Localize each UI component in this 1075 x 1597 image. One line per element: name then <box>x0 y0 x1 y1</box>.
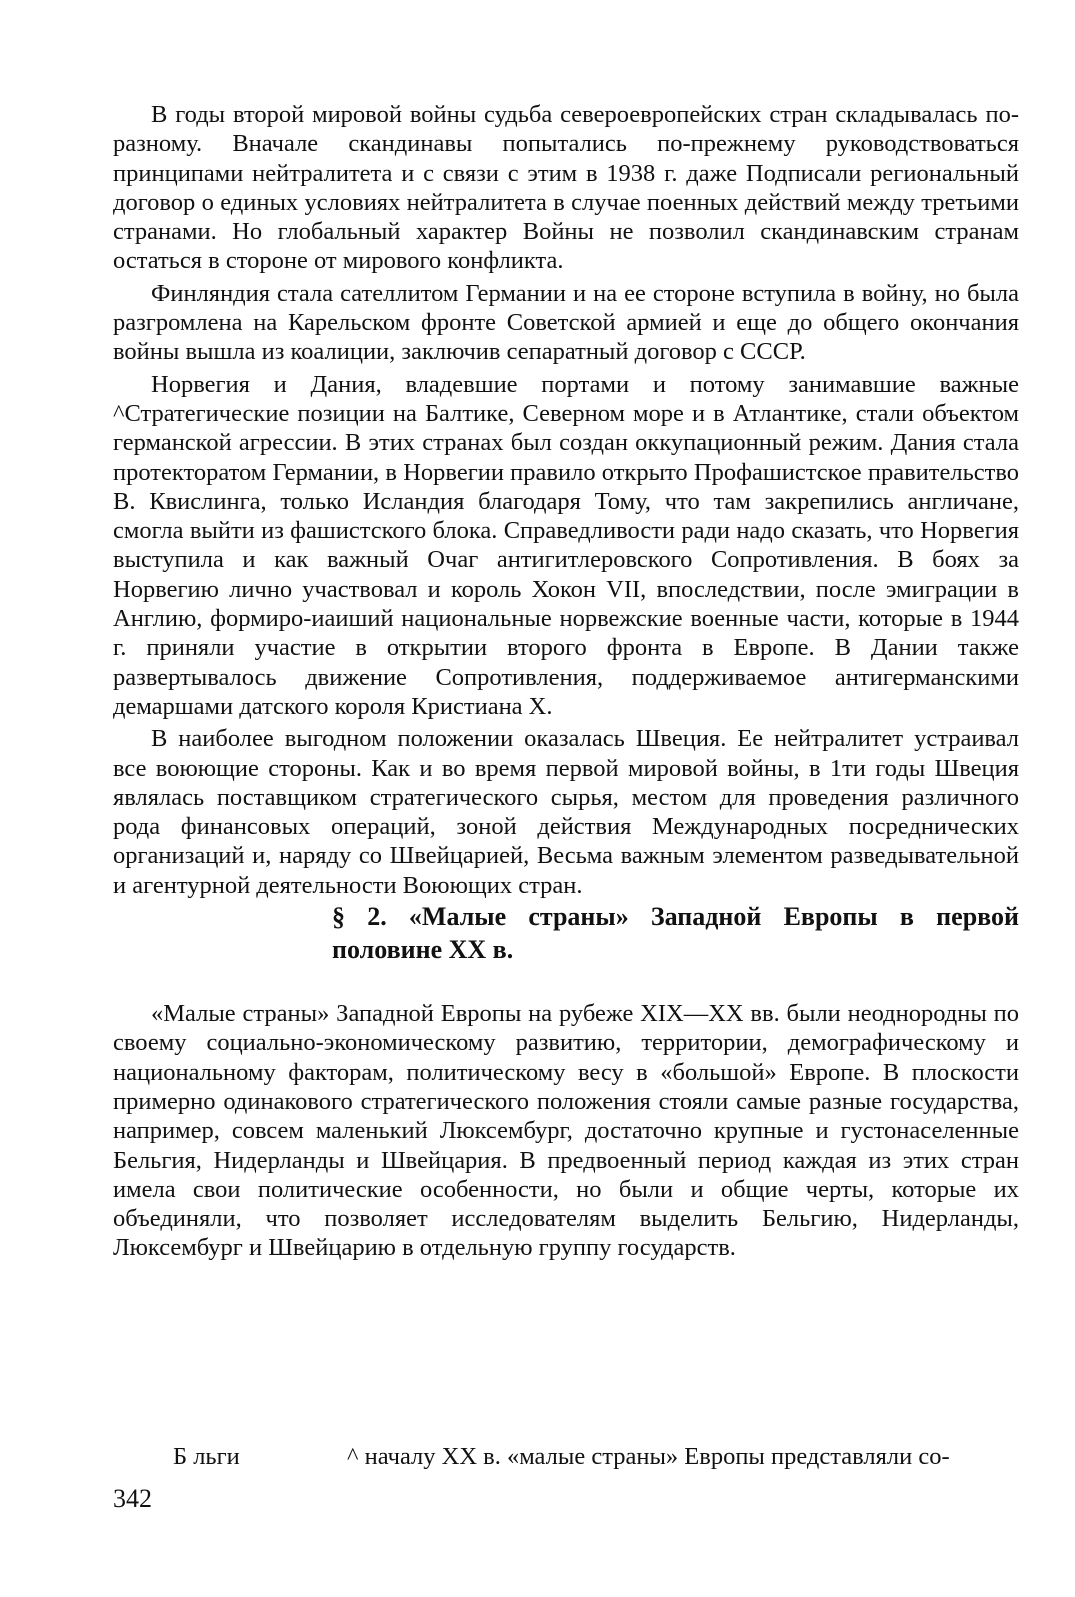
last-line-right: ^ началу XX в. «малые страны» Европы представляли со- <box>347 1443 950 1470</box>
section-heading: § 2. «Малые страны» Западной Европы в первой половине XX в. <box>332 902 1019 965</box>
page-number: 342 <box>113 1484 152 1513</box>
paragraph-wartime-scandinavia: В годы второй мировой войны судьба североевропейских стран складывалась по-разному. Вначале скандинавы попытались по-прежнему руководствоваться принципами нейтралитета и с связи с этим в 1938 г. даже Подписали региональный договор о единых условиях нейтралитета в случае поенных действий между третьими странами. Но глобальный характер Войны не позволил скандинавским странам остаться в стороне от мирового конфликта. <box>113 101 1019 275</box>
paragraph-sweden: В наиболее выгодном положении оказалась Швеция. Ее нейтралитет устраивал все воюющие стороны. Как и во время первой мировой войны, в 1ти годы Швеция являлась поставщиком стратегического сырья, местом для проведения различного рода финансовых операций, зоной действия Международных посреднических организаций и, наряду со Швейцарией, Весьма важным элементом разведывательной и агентурной деятельности Воюющих стран. <box>113 725 1019 899</box>
page-body <box>113 100 1019 1263</box>
paragraph-norway-denmark: Норвегия и Дания, владевшие портами и потому занимавшие важные ^Стратегические позиции на Балтике, Северном море и в Атлантике, стали объектом германской агрессии. В этих странах был создан оккупационный режим. Дания стала протекторатом Германии, в Норвегии правило открыто Профашистское правительство В. Квислинга, только Исландия благодаря Тому, что там закрепились англичане, смогла выйти из фашистского блока. Справедливости ради надо сказать, что Норвегия выступила и как важный Очаг антигитлеровского Сопротивления. В боях за Норвегию лично участвовал и король Хокон VII, впоследствии, после эмиграции в Англию, формиро-иаиший национальные норвежские военные части, которые в 1944 г. приняли участие в открытии второго фронта в Европе. В Дании также развертывалось движение Сопротивления, поддерживаемое антигерманскими демаршами датского короля Кристиана X. <box>113 370 1019 720</box>
paragraph-finland: Финляндия стала сателлитом Германии и на ее стороне вступила в войну, но была разгромлена на Карельском фронте Советской армией и еще до общего окончания войны вышла из коалиции, заключив сепаратный договор с СССР. <box>113 279 1019 366</box>
last-line-left: Б льги <box>173 1443 240 1470</box>
paragraph-small-countries: «Малые страны» Западной Европы на рубеже XIX—XX вв. были неоднородны по своему социально-экономическому развитию, территории, демографическому и национальному факторам, политическому весу в «большой» Европе. В плоскости примерно одинакового стратегического положения стояли самые разные государства, например, совсем маленький Люксембург, достаточно крупные и густонаселенные Бельгия, Нидерланды и Швейцария. В предвоенный период каждая из этих стран имела свои политические особенности, но были и общие черты, которые их объединяли, что позволяет исследователям выделить Бельгию, Нидерланды, Люксембург и Швейцарию в отдельную группу государств. <box>113 1000 1019 1262</box>
